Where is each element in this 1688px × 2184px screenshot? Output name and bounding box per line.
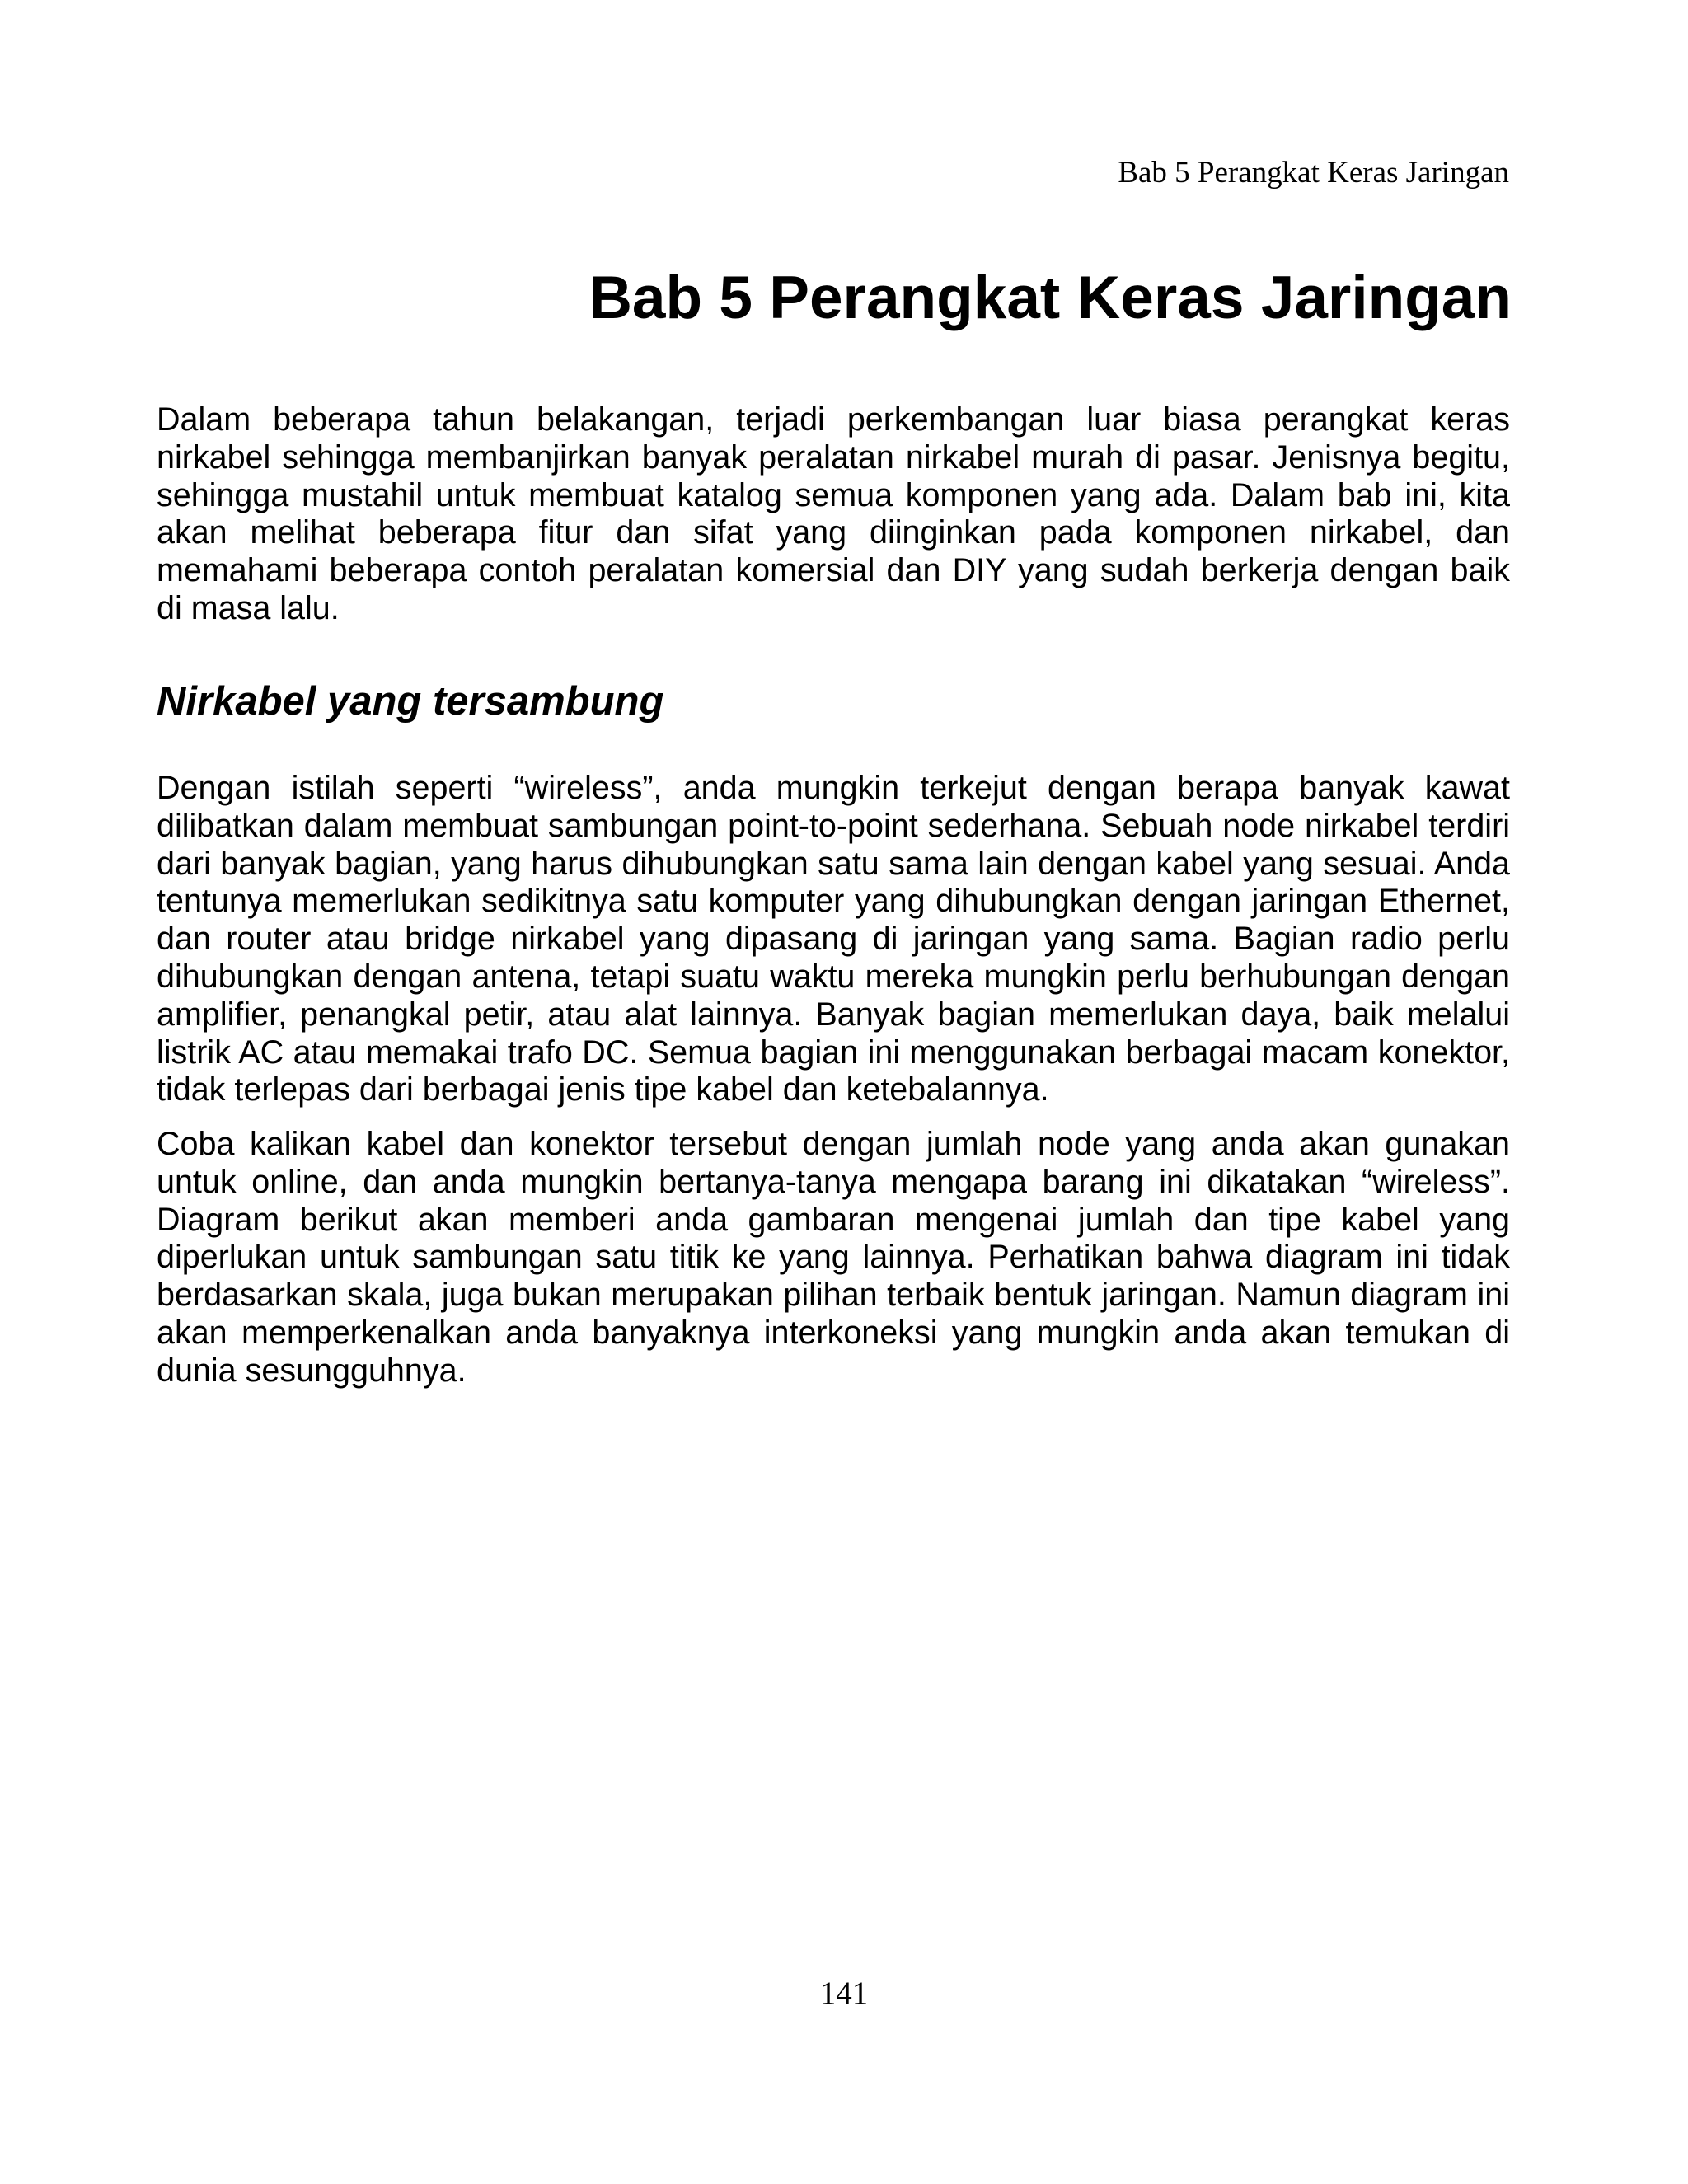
section-paragraph-1: Dengan istilah seperti “wireless”, anda mungkin terkejut dengan berapa banyak kawat dilibatkan dalam membuat sambungan point-to-point sederhana. Sebuah node nirkabel terdiri dari banyak bagian, yang harus dihubungkan satu sama lain dengan kabel yang sesuai. Anda tentunya memerlukan sedikitnya satu komputer yang dihubungkan dengan jaringan Ethernet, dan router atau bridge nirkabel yang dipasang di jaringan yang sama. Bagian radio perlu dihubungkan dengan antena, tetapi suatu waktu mereka mungkin perlu berhubungan dengan amplifier, penangkal petir, atau alat lainnya. Banyak bagian memerlukan daya, baik melalui listrik AC atau memakai trafo DC. Semua bagian ini menggunakan berbagai macam konektor, tidak terlepas dari berbagai jenis tipe kabel dan ketebalannya. bbox=[157, 770, 1510, 1108]
running-header: Bab 5 Perangkat Keras Jaringan bbox=[1118, 156, 1509, 190]
page-number: 141 bbox=[819, 1975, 869, 2011]
section-paragraph-2: Coba kalikan kabel dan konektor tersebut dengan jumlah node yang anda akan gunakan untuk online, dan anda mungkin bertanya-tanya mengapa barang ini dikatakan “wireless”. Diagram berikut akan memberi anda gambaran mengenai jumlah dan tipe kabel yang diperlukan untuk sambungan satu titik ke yang lainnya. Perhatikan bahwa diagram ini tidak berdasarkan skala, juga bukan merupakan pilihan terbaik bentuk jaringan. Namun diagram ini akan memperkenalkan anda banyaknya interkoneksi yang mungkin anda akan temukan di dunia sesungguhnya. bbox=[157, 1126, 1510, 1389]
chapter-title: Bab 5 Perangkat Keras Jaringan bbox=[588, 265, 1512, 331]
intro-paragraph: Dalam beberapa tahun belakangan, terjadi perkembangan luar biasa perangkat keras nirkabel sehingga membanjirkan banyak peralatan nirkabel murah di pasar. Jenisnya begitu, sehingga mustahil untuk membuat katalog semua komponen yang ada. Dalam bab ini, kita akan melihat beberapa fitur dan sifat yang diinginkan pada komponen nirkabel, dan memahami beberapa contoh peralatan komersial dan DIY yang sudah berkerja dengan baik di masa lalu. bbox=[157, 401, 1510, 626]
section-heading: Nirkabel yang tersambung bbox=[157, 679, 664, 724]
